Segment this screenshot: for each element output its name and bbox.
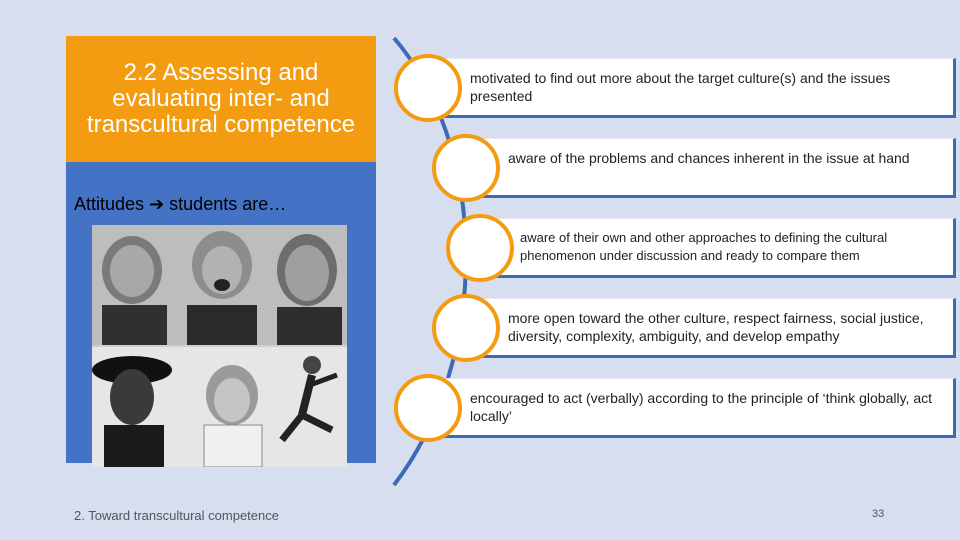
bullet-circle-icon <box>432 294 500 362</box>
list-item <box>470 138 956 198</box>
arrow-right-icon: ➔ <box>149 194 165 214</box>
bullet-circle-icon <box>394 374 462 442</box>
list-item-text: more open toward the other culture, respect fairness, social justice, diversity, complexity, ambiguity, and develop empathy <box>508 310 924 344</box>
subtitle-lead: Attitudes <box>74 194 145 214</box>
list-item <box>484 218 956 278</box>
subtitle <box>74 194 286 215</box>
title-box <box>66 36 376 162</box>
footer-text: 2. Toward transcultural competence <box>74 508 279 523</box>
list-item <box>470 298 956 358</box>
slide-title: 2.2 Assessing and evaluating inter- and transcultural competence <box>86 59 356 138</box>
bullet-circle-icon <box>394 54 462 122</box>
list-item <box>432 58 956 118</box>
page-number: 33 <box>872 508 885 520</box>
list-item-text: encouraged to act (verbally) according to the principle of ‘think globally, act locally’ <box>470 390 932 424</box>
list-item <box>432 378 956 438</box>
bullet-circle-icon <box>446 214 514 282</box>
left-panel <box>66 36 376 463</box>
bullet-circle-icon <box>432 134 500 202</box>
list-item-text: aware of the problems and chances inherent in the issue at hand <box>508 150 910 166</box>
list-item-text: aware of their own and other approaches to defining the cultural phenomenon under discussion and ready to compare them <box>520 230 888 263</box>
list-item-text: motivated to find out more about the target culture(s) and the issues presented <box>470 70 891 104</box>
photo-collage <box>92 225 347 467</box>
subtitle-rest: students are… <box>169 194 287 214</box>
